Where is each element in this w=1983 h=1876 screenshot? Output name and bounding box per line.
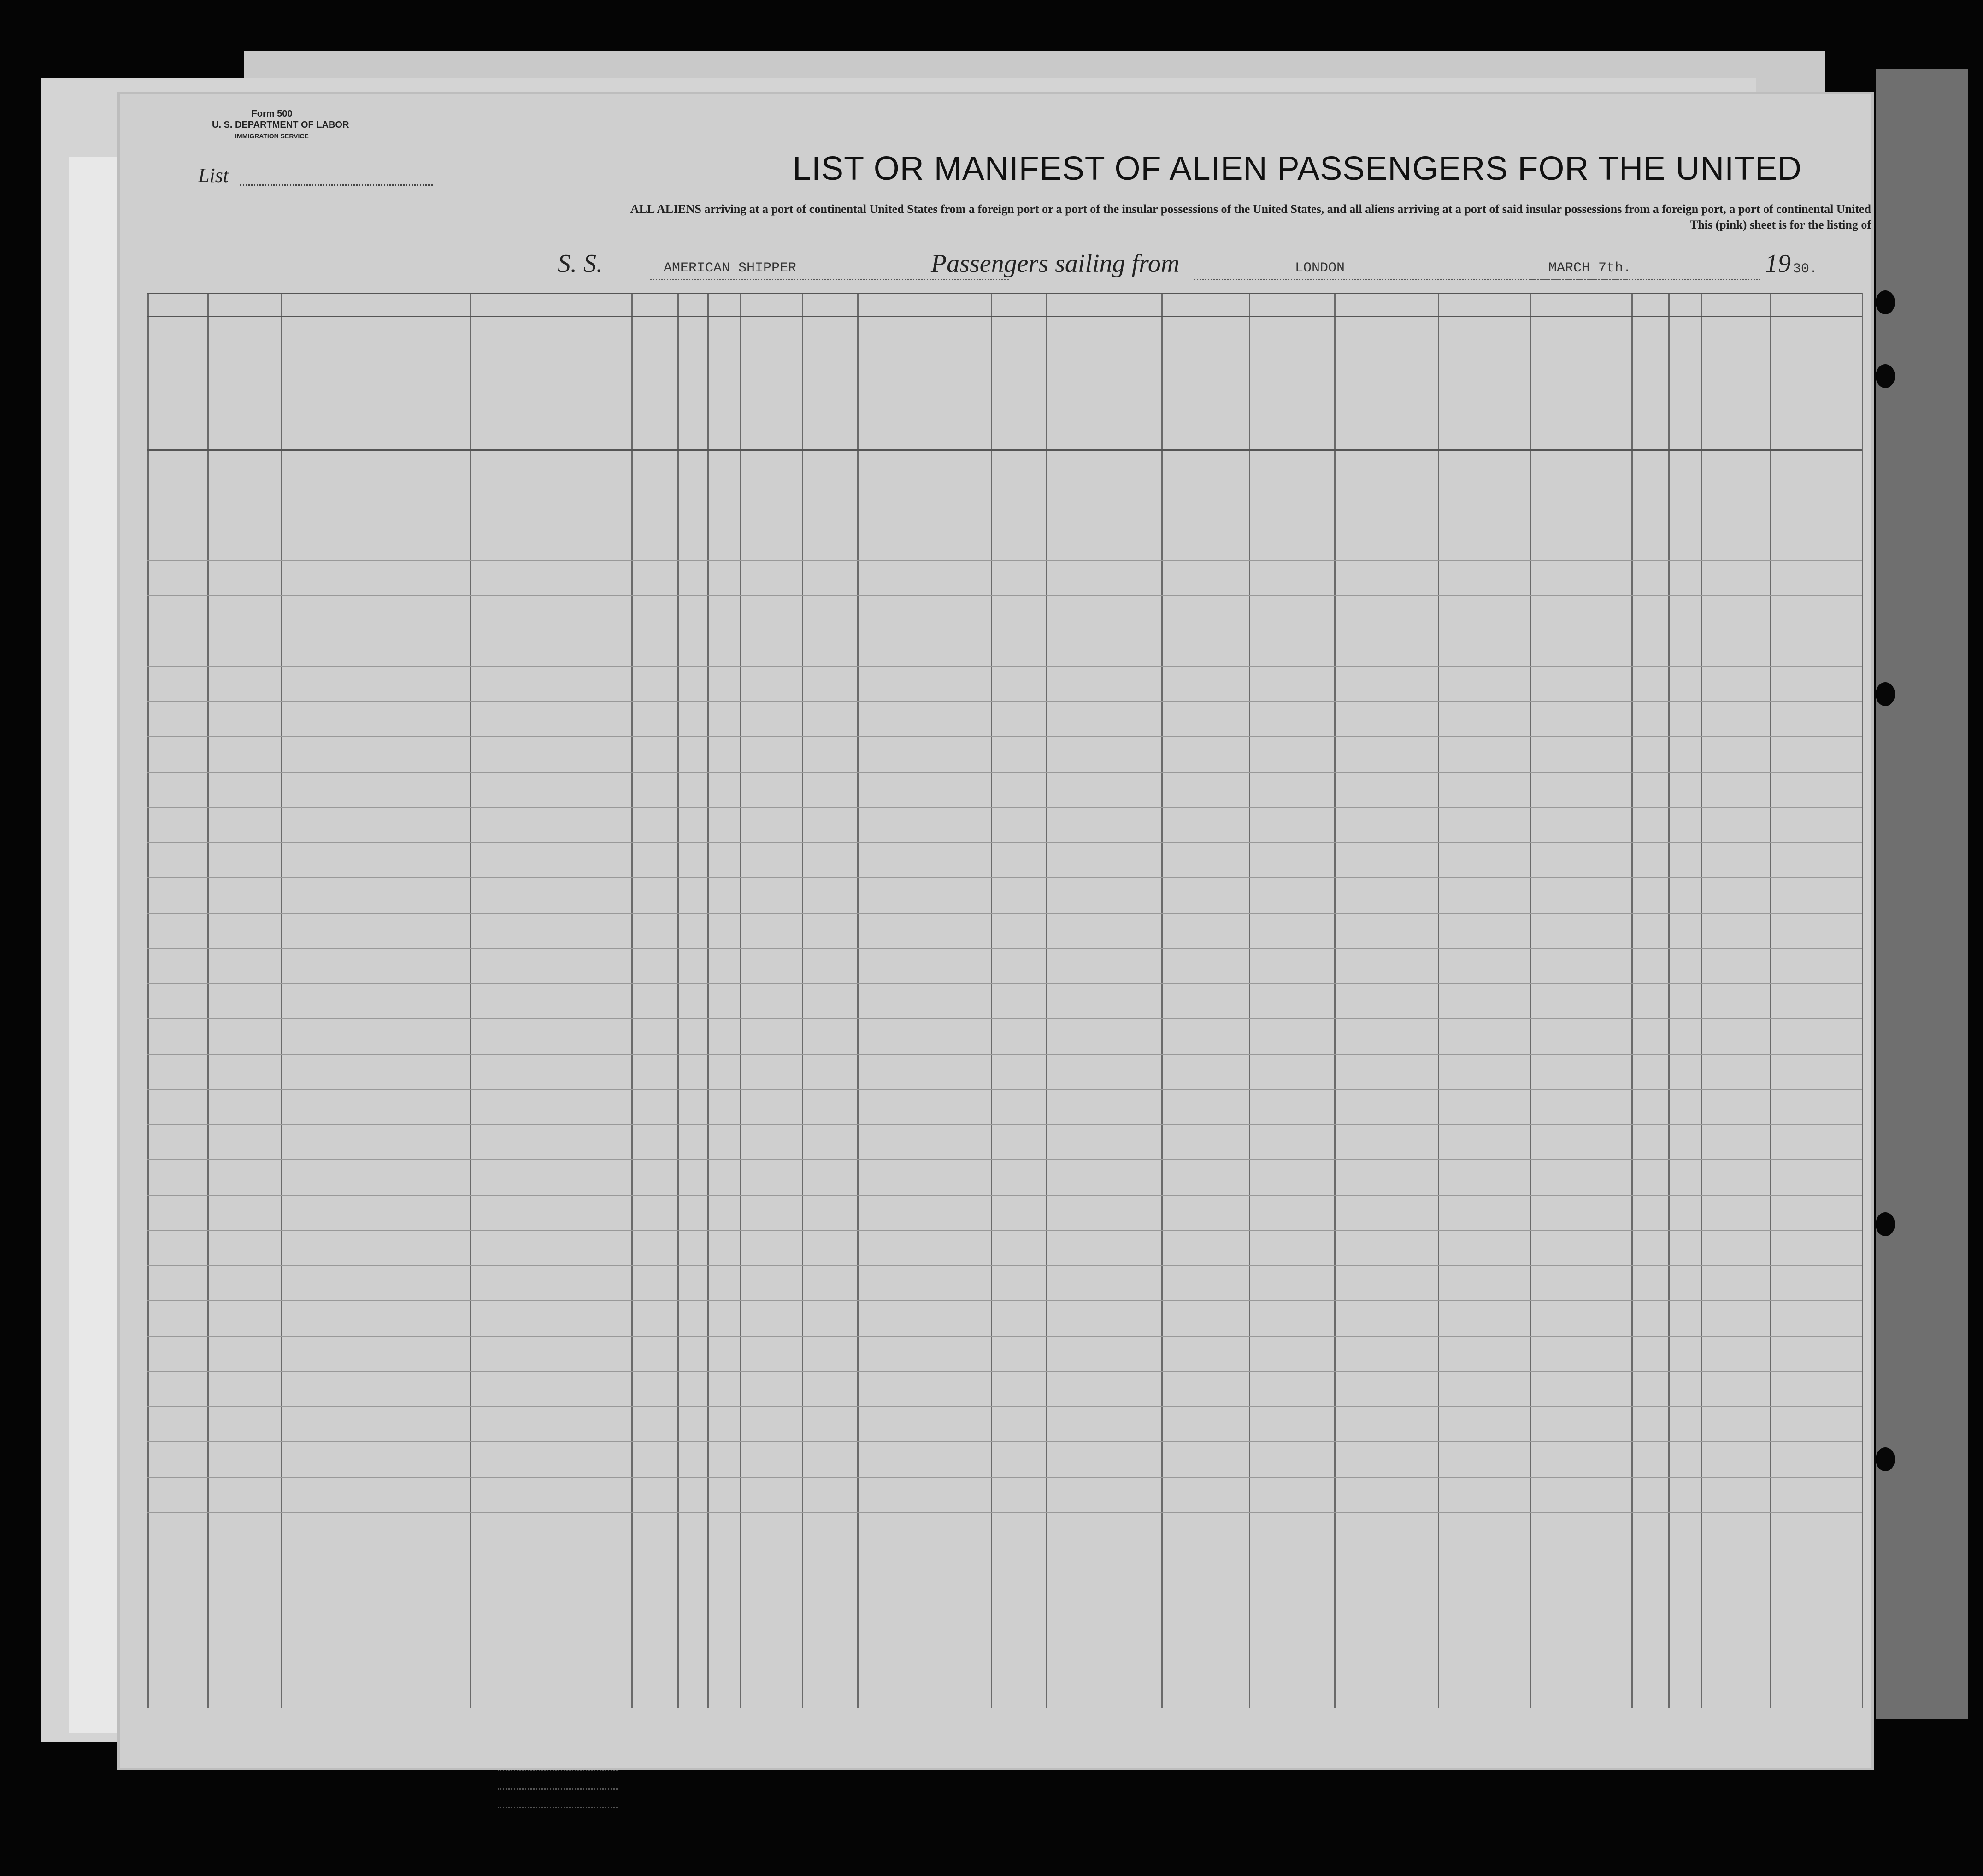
manifest-page: [120, 94, 1871, 1768]
binder-hole: [1876, 1212, 1895, 1236]
service: IMMIGRATION SERVICE: [235, 132, 309, 140]
column-divider: [707, 293, 709, 1708]
column-divider: [857, 293, 859, 1708]
column-divider: [677, 293, 679, 1708]
column-divider: [1046, 293, 1047, 1708]
row-divider: [147, 1512, 1862, 1513]
header-top: [147, 293, 1862, 294]
row-divider: [147, 1477, 1862, 1478]
row-divider: [147, 1159, 1862, 1160]
right-sheet-edge: [1876, 69, 1968, 1719]
row-divider: [147, 666, 1862, 667]
row-divider: [147, 1230, 1862, 1231]
column-divider: [991, 293, 992, 1708]
column-divider: [1631, 293, 1633, 1708]
page-title: LIST OR MANIFEST OF ALIEN PASSENGERS FOR THE UNITED: [793, 150, 1802, 187]
row-divider: [147, 1089, 1862, 1090]
binder-hole: [1876, 682, 1895, 706]
year-suffix: 30.: [1793, 261, 1818, 277]
row-divider: [147, 1124, 1862, 1125]
row-divider: [147, 1371, 1862, 1372]
column-divider: [740, 293, 741, 1708]
column-divider: [1530, 293, 1531, 1708]
row-divider: [147, 983, 1862, 984]
form-number: Form 500: [251, 109, 293, 119]
row-divider: [147, 1195, 1862, 1196]
row-divider: [147, 736, 1862, 737]
row-divider: [147, 1441, 1862, 1442]
column-divider: [1438, 293, 1439, 1708]
instructions: [461, 201, 1871, 233]
binder-hole: [1876, 290, 1895, 314]
ss-label: S. S.: [558, 249, 603, 278]
row-divider: [147, 1018, 1862, 1019]
row-divider: [147, 807, 1862, 808]
row-divider: [147, 948, 1862, 949]
row-divider: [147, 1300, 1862, 1301]
column-divider: [207, 293, 209, 1708]
form-header: [212, 108, 349, 142]
row-divider: [147, 1406, 1862, 1407]
sailing-port: LONDON: [1295, 260, 1345, 276]
footer-line: [498, 1770, 618, 1771]
column-divider: [1862, 293, 1863, 1708]
row-divider: [147, 1265, 1862, 1266]
binder-hole: [1876, 364, 1895, 388]
binder-hole: [1876, 1447, 1895, 1471]
ship-name-line: [650, 279, 1009, 280]
column-divider: [631, 293, 633, 1708]
column-divider: [1249, 293, 1250, 1708]
column-divider: [147, 293, 149, 1708]
footer-line: [498, 1788, 618, 1790]
list-label: List: [198, 164, 229, 187]
row-divider: [147, 913, 1862, 914]
instructions-line2: This (pink) sheet is for the listing of: [1689, 218, 1871, 231]
row-divider: [147, 842, 1862, 843]
row-divider: [147, 701, 1862, 702]
list-line: [240, 184, 433, 186]
instructions-line1: ALL ALIENS arriving at a port of continental United States from a foreign port or a port of the insular possessions of the United States, and all aliens arriving at a port of said insular possessions from a foreign port, a port of continental United: [630, 202, 1871, 216]
column-divider: [1701, 293, 1702, 1708]
column-divider: [470, 293, 471, 1708]
row-divider: [147, 772, 1862, 773]
footer-line: [498, 1807, 618, 1808]
column-divider: [802, 293, 803, 1708]
header-bottom: [147, 449, 1862, 451]
row-divider: [147, 1336, 1862, 1337]
column-divider: [281, 293, 282, 1708]
row-divider: [147, 560, 1862, 561]
column-divider: [1770, 293, 1771, 1708]
sailing-date: MARCH 7th.: [1548, 260, 1632, 276]
column-divider: [1334, 293, 1336, 1708]
row-divider: [147, 1054, 1862, 1055]
column-divider: [1668, 293, 1670, 1708]
ship-name: AMERICAN SHIPPER: [664, 260, 797, 276]
row-divider: [147, 595, 1862, 596]
sailing-label: Passengers sailing from: [931, 249, 1180, 278]
date-line: [1530, 279, 1760, 280]
department: U. S. DEPARTMENT OF LABOR: [212, 120, 349, 130]
row-divider: [147, 877, 1862, 878]
column-divider: [1161, 293, 1163, 1708]
header-divider: [147, 316, 1862, 317]
year-prefix: 19: [1765, 249, 1791, 278]
manifest-table: [147, 293, 1871, 1758]
